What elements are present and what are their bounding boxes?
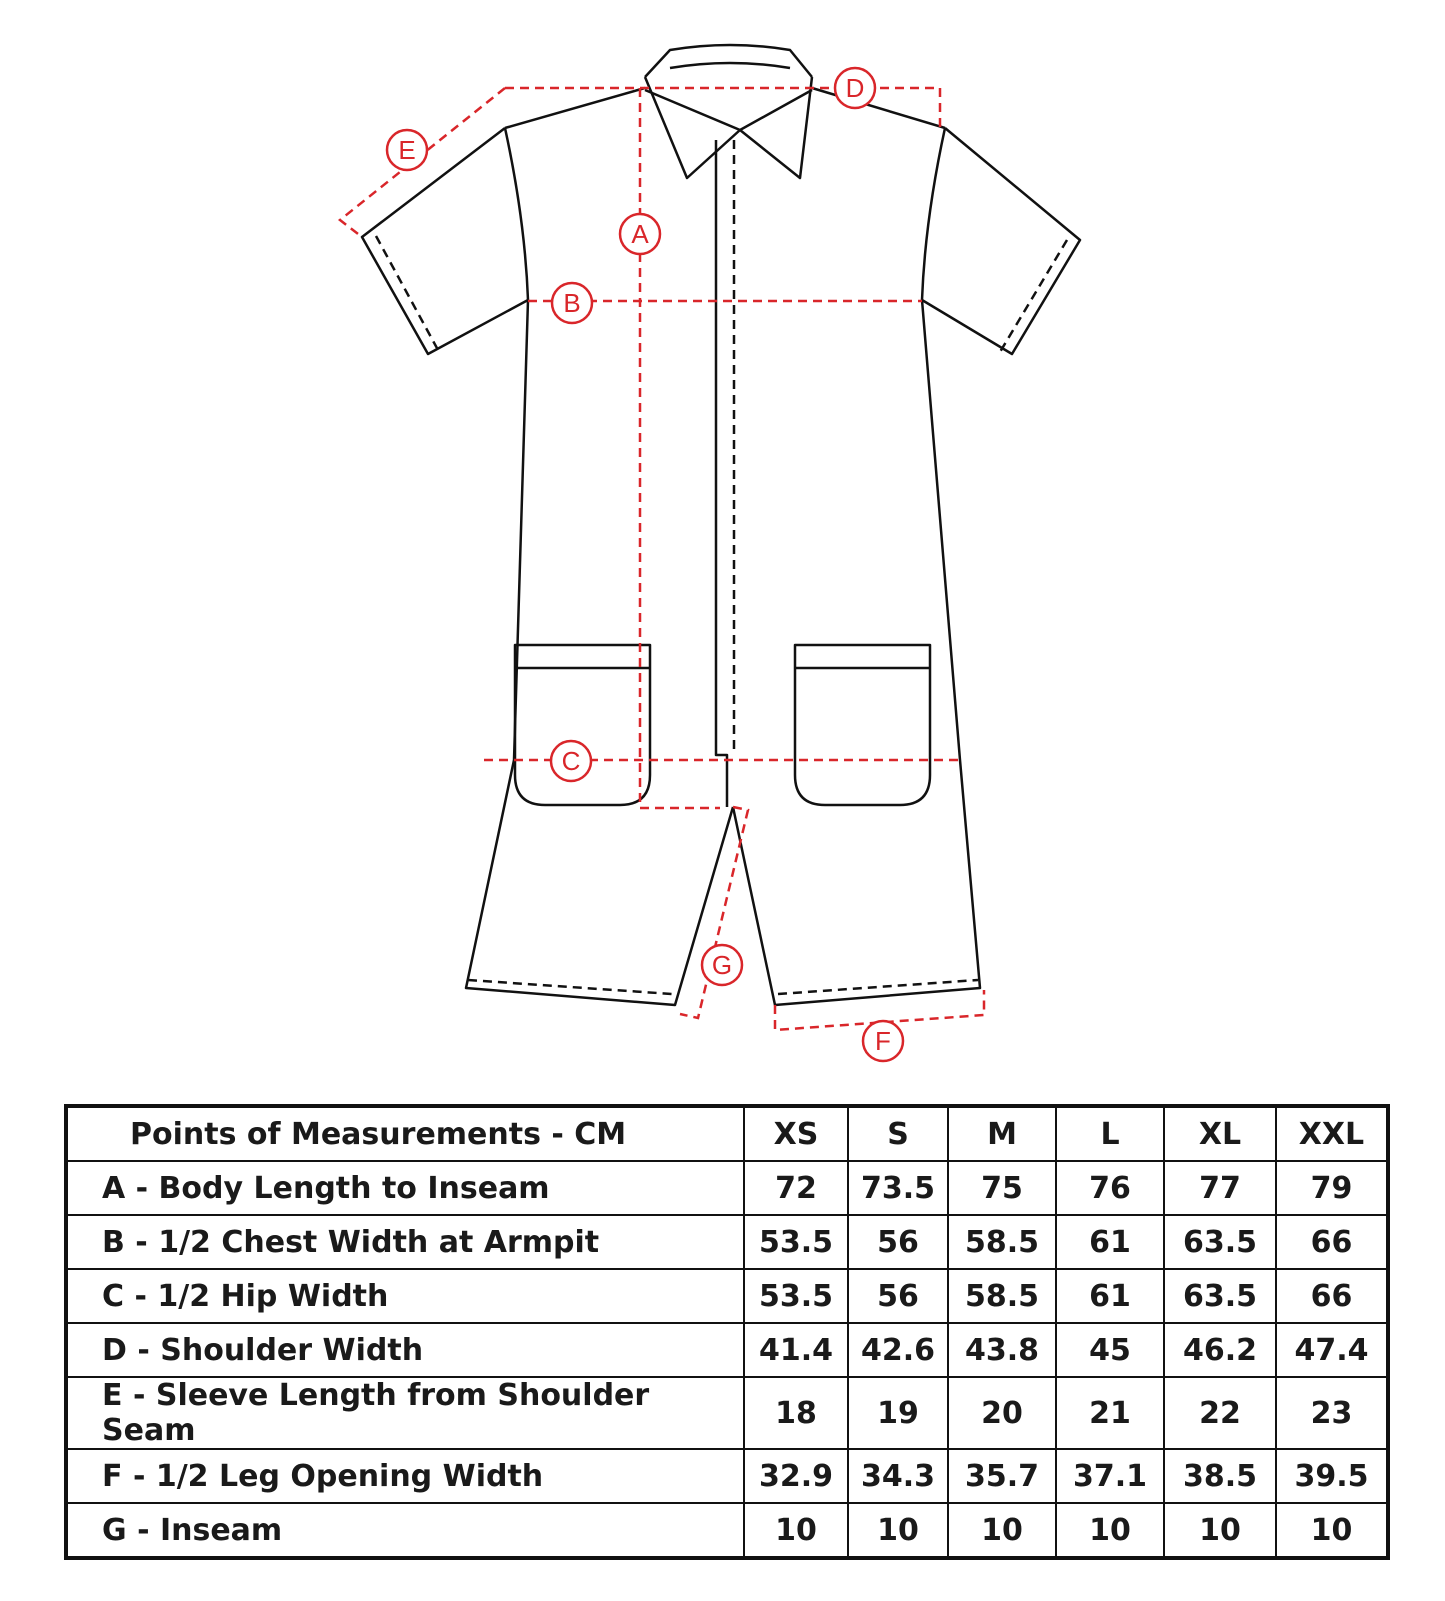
cell-value: 56 <box>848 1269 948 1323</box>
cell-value: 10 <box>1056 1503 1164 1558</box>
table-row <box>66 1323 1388 1377</box>
measurement-lines <box>340 88 984 1030</box>
svg-text:G: G <box>711 950 733 980</box>
marker-f <box>863 1021 903 1061</box>
svg-text:E: E <box>398 135 416 165</box>
cell-value: 66 <box>1276 1215 1388 1269</box>
measurement-markers <box>387 68 903 1061</box>
cell-value: 46.2 <box>1164 1323 1276 1377</box>
cell-value: 20 <box>948 1377 1056 1449</box>
cell-value: 34.3 <box>848 1449 948 1503</box>
marker-a <box>620 214 660 254</box>
cell-value: 43.8 <box>948 1323 1056 1377</box>
cell-value: 10 <box>948 1503 1056 1558</box>
cell-value: 73.5 <box>848 1161 948 1215</box>
row-label: B - 1/2 Chest Width at Armpit <box>66 1215 744 1269</box>
cell-value: 39.5 <box>1276 1449 1388 1503</box>
table-row <box>66 1377 1388 1449</box>
header-label: Points of Measurements - CM <box>66 1106 744 1161</box>
cell-value: 61 <box>1056 1269 1164 1323</box>
table-row <box>66 1503 1388 1558</box>
table-row <box>66 1269 1388 1323</box>
cell-value: 75 <box>948 1161 1056 1215</box>
cell-value: 42.6 <box>848 1323 948 1377</box>
row-label: F - 1/2 Leg Opening Width <box>66 1449 744 1503</box>
svg-text:F: F <box>875 1026 891 1056</box>
cell-value: 58.5 <box>948 1269 1056 1323</box>
cell-value: 21 <box>1056 1377 1164 1449</box>
cell-value: 18 <box>744 1377 848 1449</box>
marker-g <box>702 945 742 985</box>
cell-value: 58.5 <box>948 1215 1056 1269</box>
cell-value: 10 <box>1276 1503 1388 1558</box>
cell-value: 56 <box>848 1215 948 1269</box>
header-size-xxl: XXL <box>1276 1106 1388 1161</box>
marker-b <box>552 283 592 323</box>
cell-value: 53.5 <box>744 1269 848 1323</box>
cell-value: 76 <box>1056 1161 1164 1215</box>
cell-value: 45 <box>1056 1323 1164 1377</box>
cell-value: 79 <box>1276 1161 1388 1215</box>
header-size-xs: XS <box>744 1106 848 1161</box>
svg-text:C: C <box>561 746 581 776</box>
cell-value: 66 <box>1276 1269 1388 1323</box>
cell-value: 10 <box>744 1503 848 1558</box>
garment-stitching <box>376 140 1067 994</box>
header-size-m: M <box>948 1106 1056 1161</box>
table-row <box>66 1161 1388 1215</box>
table-row <box>66 1449 1388 1503</box>
table-row <box>66 1215 1388 1269</box>
cell-value: 63.5 <box>1164 1269 1276 1323</box>
row-label: C - 1/2 Hip Width <box>66 1269 744 1323</box>
marker-e <box>387 130 427 170</box>
cell-value: 10 <box>848 1503 948 1558</box>
cell-value: 19 <box>848 1377 948 1449</box>
cell-value: 32.9 <box>744 1449 848 1503</box>
cell-value: 47.4 <box>1276 1323 1388 1377</box>
cell-value: 77 <box>1164 1161 1276 1215</box>
row-label: G - Inseam <box>66 1503 744 1558</box>
marker-d <box>835 68 875 108</box>
cell-value: 35.7 <box>948 1449 1056 1503</box>
header-size-s: S <box>848 1106 948 1161</box>
size-chart-table <box>64 1104 1390 1560</box>
svg-text:B: B <box>563 288 581 318</box>
cell-value: 41.4 <box>744 1323 848 1377</box>
cell-value: 22 <box>1164 1377 1276 1449</box>
table-header-row <box>66 1106 1388 1161</box>
header-size-l: L <box>1056 1106 1164 1161</box>
row-label: A - Body Length to Inseam <box>66 1161 744 1215</box>
cell-value: 72 <box>744 1161 848 1215</box>
marker-c <box>551 741 591 781</box>
cell-value: 63.5 <box>1164 1215 1276 1269</box>
header-size-xl: XL <box>1164 1106 1276 1161</box>
cell-value: 10 <box>1164 1503 1276 1558</box>
row-label: E - Sleeve Length from Shoulder Seam <box>66 1377 744 1449</box>
cell-value: 53.5 <box>744 1215 848 1269</box>
cell-value: 37.1 <box>1056 1449 1164 1503</box>
cell-value: 61 <box>1056 1215 1164 1269</box>
svg-text:A: A <box>631 219 649 249</box>
garment-outline <box>362 45 1080 1005</box>
cell-value: 23 <box>1276 1377 1388 1449</box>
row-label: D - Shoulder Width <box>66 1323 744 1377</box>
svg-text:D: D <box>845 73 865 103</box>
cell-value: 38.5 <box>1164 1449 1276 1503</box>
